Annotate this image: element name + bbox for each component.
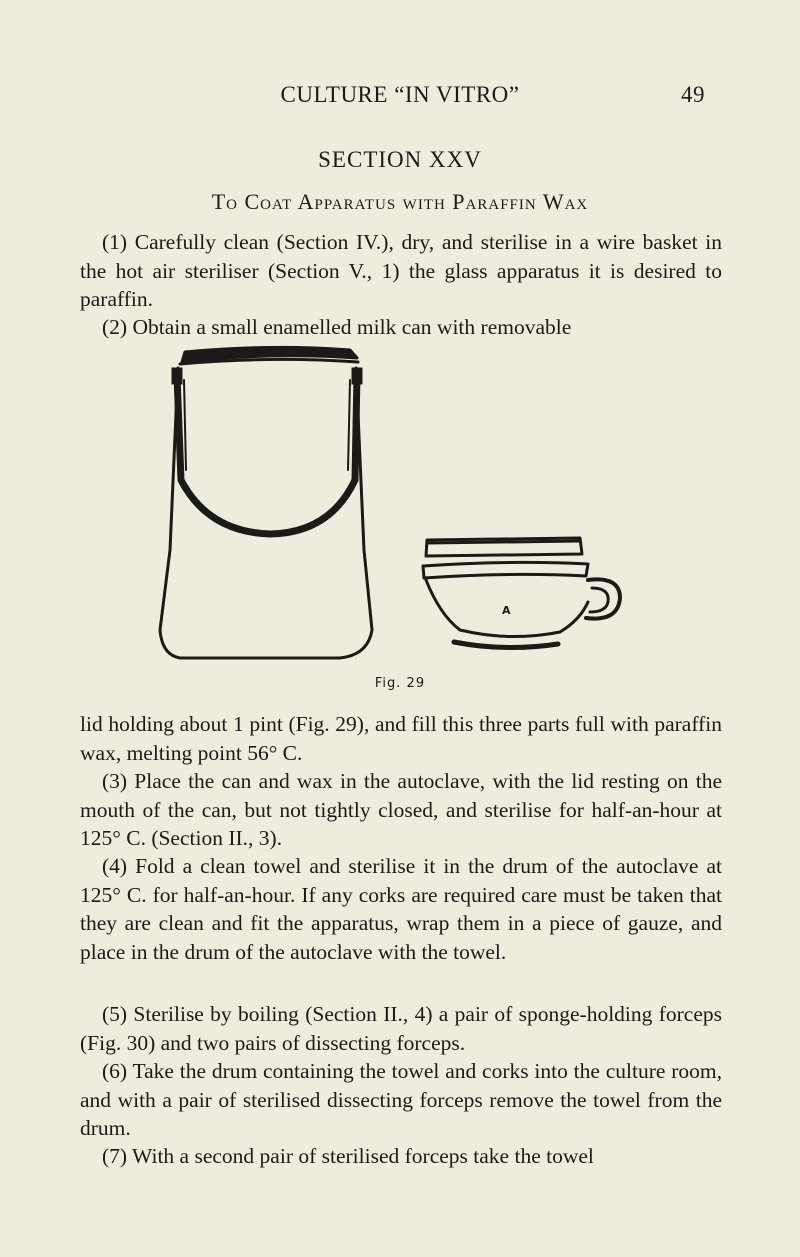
paragraph-2-cont: lid holding about 1 pint (Fig. 29), and fill this three parts full with paraffin wax, melting point 56° C. — [80, 712, 722, 765]
section-subtitle: To Coat Apparatus with Paraffin Wax — [211, 189, 589, 214]
running-title: CULTURE “IN VITRO” — [280, 82, 520, 107]
figure-caption: Fig. 29 — [374, 676, 426, 691]
paragraph-6: (6) Take the drum containing the towel and corks into the culture room, and with a pair of sterilised dissecting forceps remove the towel from the drum. — [80, 1059, 722, 1140]
running-head — [0, 82, 800, 112]
section-heading: SECTION XXV — [318, 147, 482, 172]
paragraph-2-start: (2) Obtain a small enamelled milk can with removable — [102, 315, 572, 339]
milk-can-drawing — [160, 347, 372, 658]
paragraph-5: (5) Sterilise by boiling (Section II., 4) a pair of sponge-holding forceps (Fig. 30) and two pairs of dissecting forceps. — [80, 1002, 722, 1055]
figure-label-a: A — [502, 604, 511, 617]
paragraph-3: (3) Place the can and wax in the autoclave, with the lid resting on the mouth of the can, but not tightly closed, and sterilise for half-an-hour at 125° C. (Section II., 3). — [80, 769, 722, 850]
figure-29 — [140, 340, 640, 670]
paragraph-7: (7) With a second pair of sterilised forceps take the towel — [102, 1144, 594, 1168]
page-number: 49 — [681, 82, 705, 107]
paragraph-4: (4) Fold a clean towel and sterilise it in the drum of the autoclave at 125° C. for half-an-hour. If any corks are required care must be taken that they are clean and fit the apparatus, wrap them in a piece of gauze, and place in the drum of the autoclave with the towel. — [80, 854, 722, 964]
milk-can-lid-drawing — [423, 538, 620, 648]
figure-29-illustration — [140, 340, 640, 670]
paragraph-1: (1) Carefully clean (Section IV.), dry, and sterilise in a wire basket in the hot air steriliser (Section V., 1) the glass apparatus it is desired to paraffin. — [80, 230, 722, 311]
